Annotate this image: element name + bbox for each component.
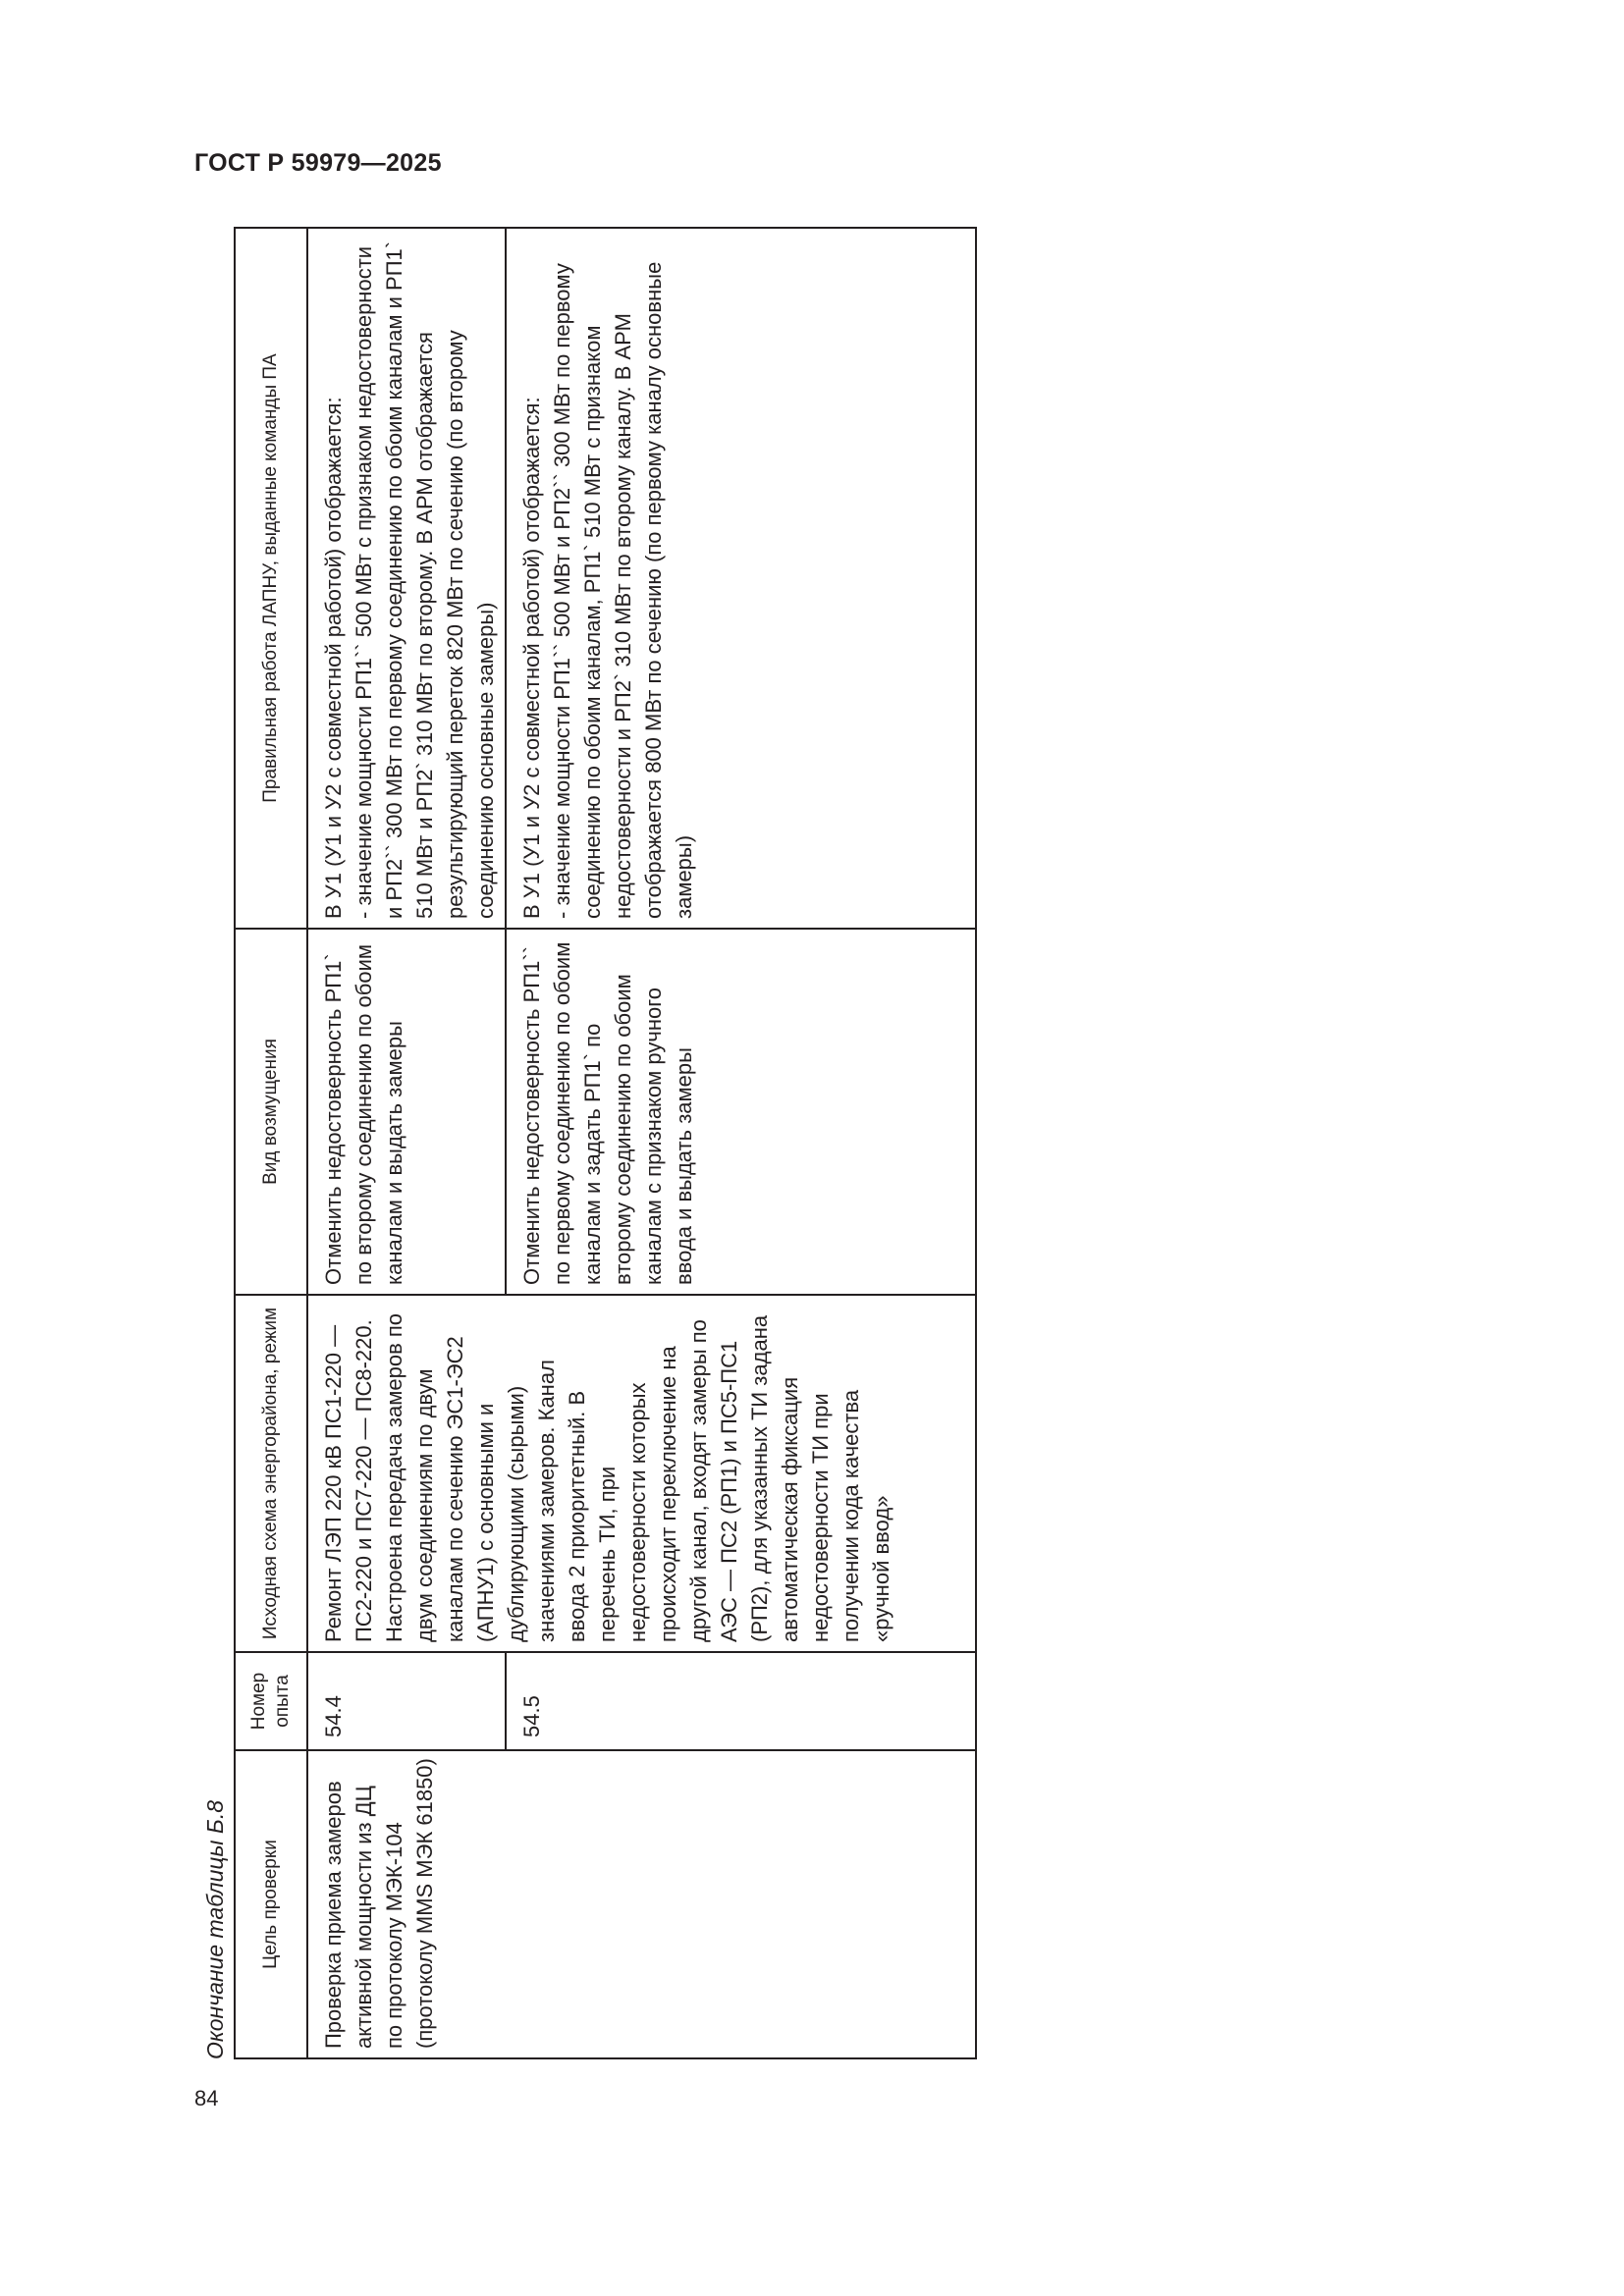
- table-row: [307, 228, 506, 2058]
- document-header: ГОСТ Р 59979—2025: [194, 149, 442, 177]
- column-header-result: Правильная работа ЛАПНУ, выданные команды ПА: [235, 228, 307, 929]
- results-table: [234, 227, 977, 2059]
- result-cell: В У1 (У1 и У2 с совместной работой) отображается: - значение мощности РП1`` 500 МВт с признаком недостоверности и РП2`` 300 МВт по первому соединению по обоим каналам и РП1` 510 МВт и РП2` 310 МВт по второму. В АРМ отображается результирующий переток 820 МВт по сечению (по второму соединению основные замеры): [307, 228, 506, 929]
- rotated-table-page: [197, 229, 946, 2059]
- disturbance-cell: Отменить недостоверность РП1` по второму соединению по обоим каналам и выдать замеры: [307, 929, 506, 1295]
- scheme-cell: Ремонт ЛЭП 220 кВ ПС1-220 — ПС2-220 и ПС7-220 — ПС8-220. Настроена передача замеров по двум соединениям по двум каналам по сечению ЭС1-ЭС2 (АПНУ1) с основными и дублирующими (сырыми) значениями замеров. Канал ввода 2 приоритетный. В перечень ТИ, при недостоверности которых происходит переключение на другой канал, входят замеры по АЭС — ПС2 (РП1) и ПС5-ПС1 (РП2), для указанных ТИ задана автоматическая фиксация недостоверности ТИ при получении кода качества «ручной ввод»: [307, 1295, 976, 1652]
- column-header-goal: Цель проверки: [235, 1750, 307, 2058]
- disturbance-cell: Отменить недостоверность РП1`` по первому соединению по обоим каналам и задать РП1` по второму соединению по обоим каналам с признаком ручного ввода и выдать замеры: [506, 929, 976, 1295]
- table-header-row: [235, 228, 307, 2058]
- column-header-disturbance: Вид возмущения: [235, 929, 307, 1295]
- table-caption: Окончание таблицы Б.8: [202, 1799, 228, 2059]
- result-cell: В У1 (У1 и У2 с совместной работой) отображается: - значение мощности РП1`` 500 МВт и РП2`` 300 МВт по первому соединению по обоим каналам, РП1` 510 МВт с признаком недостоверности и РП2` 310 МВт по второму каналу. В АРМ отображается 800 МВт по сечению (по первому каналу основные замеры): [506, 228, 976, 929]
- column-header-number: Номер опыта: [235, 1652, 307, 1750]
- page-number: 84: [194, 2086, 219, 2110]
- column-header-scheme: Исходная схема энергорайона, режим: [235, 1295, 307, 1652]
- experiment-number: 54.5: [506, 1652, 976, 1750]
- goal-cell: Проверка приема замеров активной мощности из ДЦ по протоколу МЭК-104 (протоколу MMS МЭК 61850): [307, 1750, 976, 2058]
- experiment-number: 54.4: [307, 1652, 506, 1750]
